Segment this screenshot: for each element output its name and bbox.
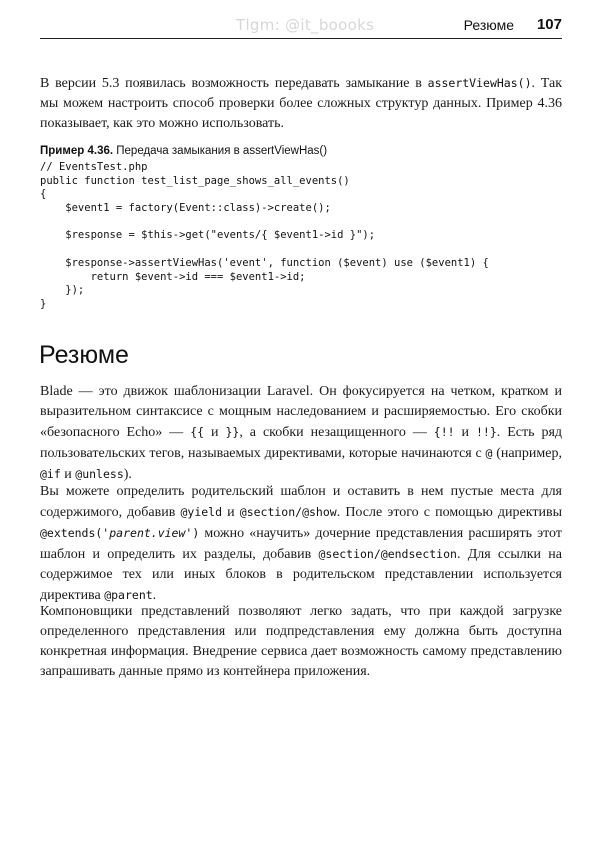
code-listing [40, 161, 489, 312]
text-span: и [60, 467, 76, 482]
code-line: $response->assertViewHas('event', function ($event) use ($event1) { [40, 256, 489, 269]
page-number: 107 [536, 16, 562, 33]
example-caption-text: Передача замыкания в assertViewHas() [116, 145, 328, 157]
inline-code: @ [485, 446, 493, 460]
inline-code: @unless [75, 467, 124, 481]
text-span: Вы можете определить родительский шаблон и оставить в нем пустые места для содержимого, добавив [40, 484, 562, 520]
inline-code: @yield [180, 505, 223, 519]
example-label: Пример 4.36. [40, 145, 114, 157]
code-line: }); [40, 284, 85, 297]
watermark: Tlgm: @it_boooks [236, 16, 375, 34]
code-line: } [40, 297, 47, 310]
inline-code: !!} [475, 425, 497, 439]
running-title: Резюме [463, 17, 514, 33]
inline-code: {!! [433, 425, 455, 439]
intro-paragraph [40, 73, 562, 134]
text-span: В версии 5.3 появилась возможность передавать замыкание в [40, 76, 428, 91]
example-caption [40, 145, 327, 157]
text-span: . Есть ряд пользовательских тегов, называемых директивами, которые начинаются с [40, 425, 563, 461]
text-span: , а скобки незащищенного — [239, 425, 434, 440]
inline-code: {{ [190, 425, 205, 439]
inline-code: ') [185, 526, 200, 540]
code-line: public function test_list_page_shows_all_events() [40, 174, 350, 187]
inline-code: @section/@endsection [318, 547, 457, 561]
section-title: Резюме [39, 341, 129, 369]
code-line: return $event->id === $event1->id; [40, 270, 306, 283]
inline-code: @if [40, 467, 61, 481]
text-span: . Так мы можем настроить способ проверки более сложных структур данных. Пример 4.36 показывает, как это можно использовать. [40, 76, 562, 131]
code-line [40, 216, 489, 230]
text-span: и [222, 505, 240, 520]
code-line: $response = $this->get("events/{ $event1->id }"); [40, 229, 376, 242]
text-span: . После этого с помощью директивы [336, 505, 562, 520]
code-line: $event1 = factory(Event::class)->create(); [40, 202, 331, 215]
summary-paragraph-2 [40, 482, 562, 606]
inline-code: @parent [104, 588, 153, 602]
code-line: { [40, 188, 47, 201]
page-header [40, 14, 562, 39]
text-span: можно «научить» дочерние представления расширять этот шаблон и определить их разделы, добавив [40, 526, 562, 562]
text-span: Blade — это движок шаблонизации Laravel. Он фокусируется на четком, кратком и выразительном синтаксисе с мощным наследованием и расширяемостью. Его скобки «безопасного Echo» — [40, 384, 562, 440]
code-line: // EventsTest.php [40, 161, 148, 173]
text-span: и [204, 425, 226, 440]
text-span: . Для ссылки на содержимое тех или иных блоков в родительском представлении используется директива [40, 547, 562, 603]
inline-code: assertViewHas() [427, 76, 532, 90]
text-span: . [152, 588, 157, 603]
inline-code: @extends(' [40, 526, 110, 540]
code-line [40, 243, 489, 257]
summary-paragraph-1 [40, 382, 562, 485]
inline-code: parent.view [109, 526, 186, 540]
inline-code: @section/@show [239, 505, 337, 519]
text-span: ). [123, 467, 132, 482]
text-span: и [454, 425, 476, 440]
inline-code: }} [225, 425, 240, 439]
text-span: (например, [492, 446, 562, 461]
summary-paragraph-3: Компоновщики представлений позволяют легко задать, что при каждой загрузке определенного представления или подпредставления ему должна быть доступна конкретная информация. Внедрение сервиса дает возможность самому представлению запрашивать данные прямо из контейнера приложения. [40, 604, 562, 679]
